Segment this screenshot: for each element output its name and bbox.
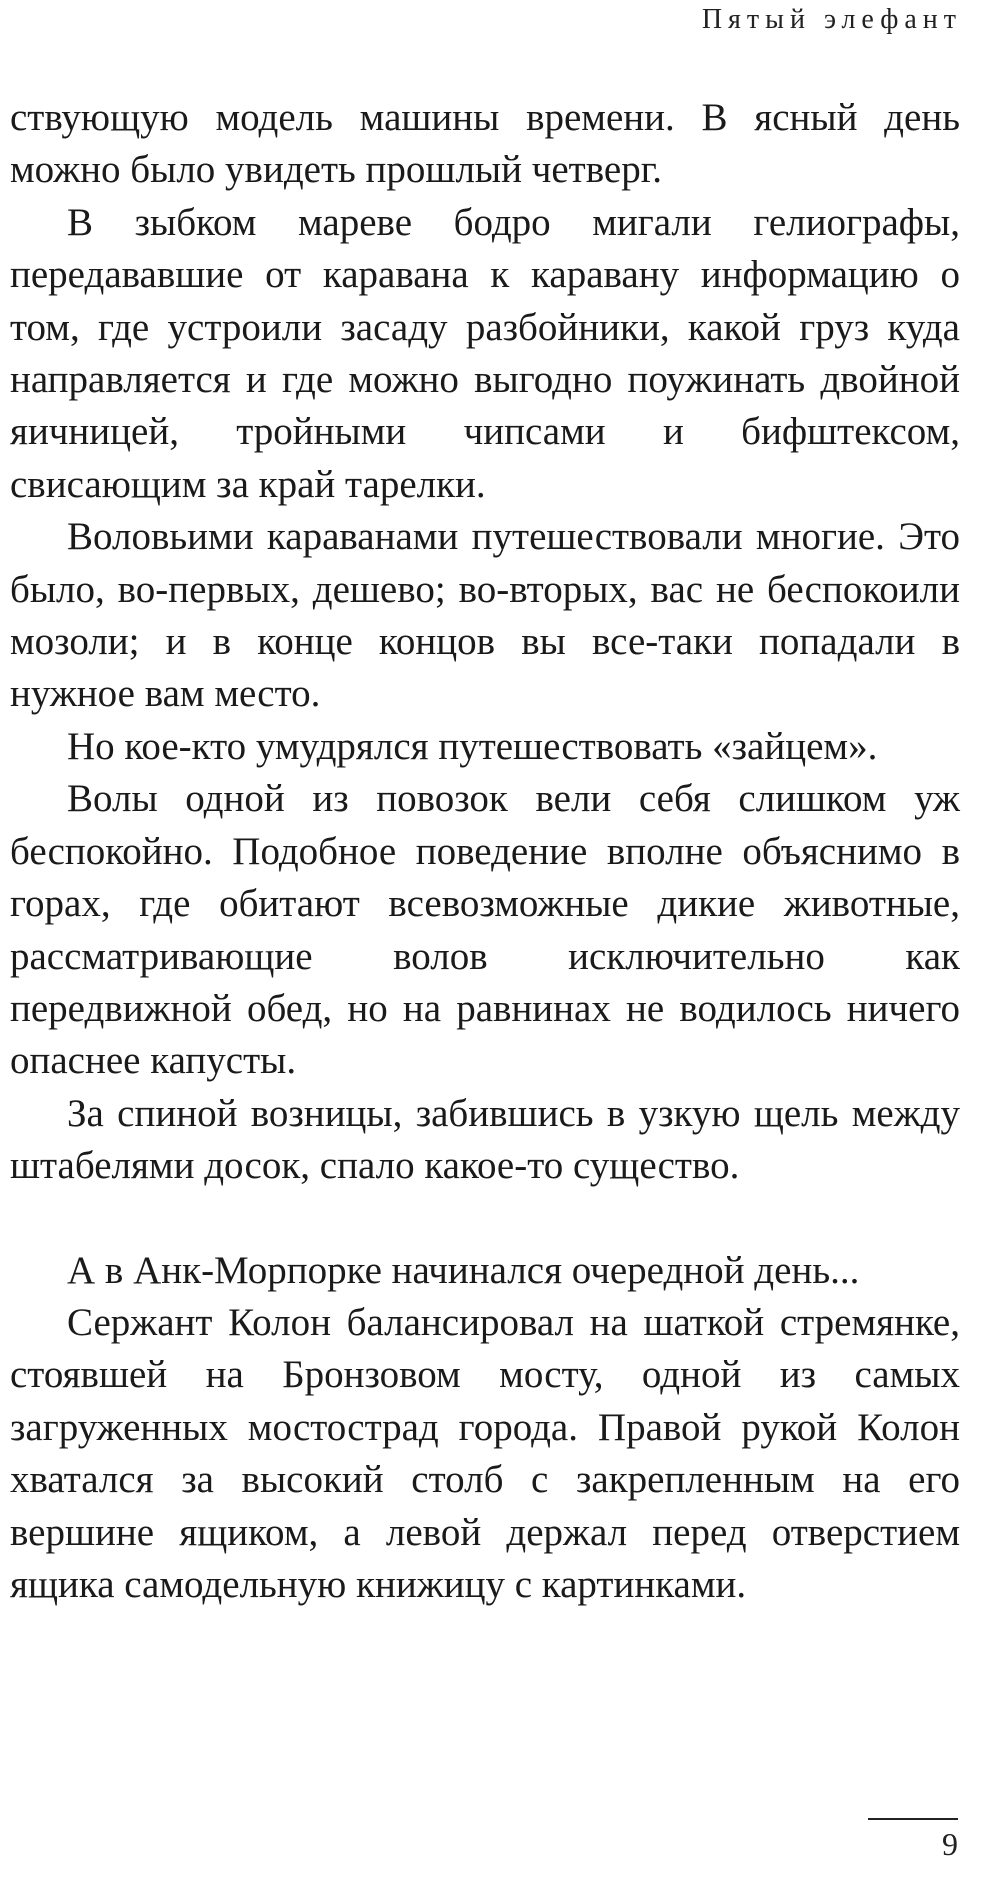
footer-rule	[868, 1818, 958, 1820]
paragraph-continuation: ствующую модель машины времени. В ясный день можно было увидеть прошлый четверг.	[10, 96, 960, 192]
body-text	[10, 92, 960, 1611]
page-number: 9	[942, 1826, 958, 1862]
paragraph: За спиной возницы, забившись в узкую щель между штабелями досок, спало какое-то существо.	[10, 1091, 960, 1188]
paragraph: Волы одной из повозок вели себя слишком уж беспокойно. Подобное поведение вполне объяснимо в горах, где обитают всевозможные дикие животные, рассматривающие волов исключительно как передвижной обед, но на равнинах не водилось ничего опаснее капусты.	[10, 777, 960, 1083]
paragraph-section-start: А в Анк-Морпорке начинался очередной день...	[67, 1248, 860, 1292]
paragraph: Сержант Колон балансировал на шаткой стремянке, стоявшей на Бронзовом мосту, одной из самых загруженных мостострад города. Правой рукой Колон хватался за высокий столб с закрепленным на его вершине ящиком, а левой держал перед отверстием ящика самодельную книжицу с картинками.	[10, 1300, 960, 1606]
paragraph: Но кое-кто умудрялся путешествовать «зайцем».	[67, 724, 878, 768]
paragraph: Воловьими караванами путешествовали многие. Это было, во-первых, дешево; во-вторых, вас не беспокоили мозоли; и в конце концов вы все-таки попадали в нужное вам место.	[10, 515, 960, 716]
running-title: Пятый элефант	[701, 4, 962, 35]
paragraph: В зыбком мареве бодро мигали гелиографы, передававшие от каравана к каравану информацию о том, где устроили засаду разбойники, какой груз куда направляется и где можно выгодно поужинать двойной яичницей, тройными чипсами и бифштексом, свисающим за край тарелки.	[10, 200, 960, 506]
